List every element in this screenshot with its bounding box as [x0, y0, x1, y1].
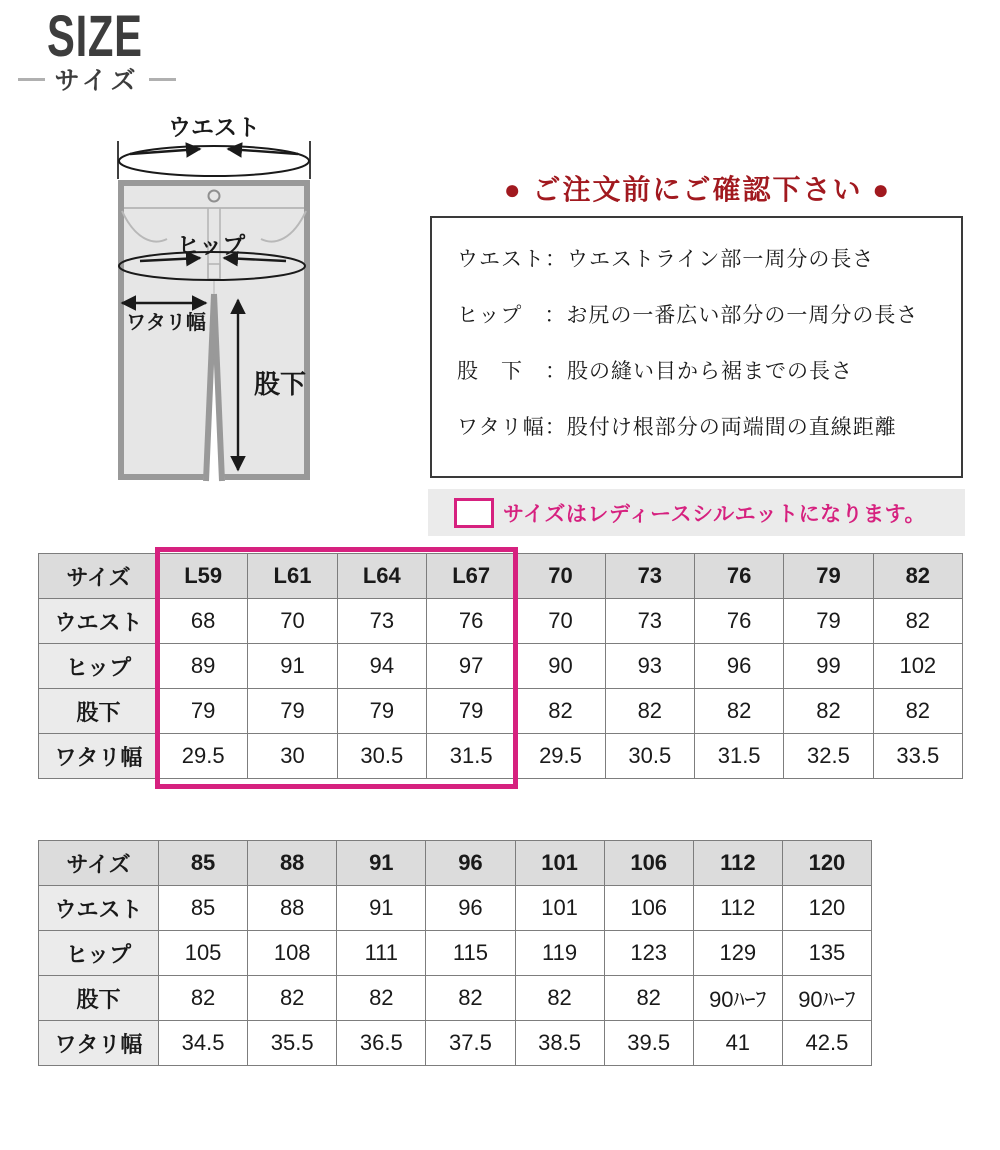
size-value-cell: 97 [426, 644, 515, 689]
table-corner-header: サイズ [39, 841, 159, 886]
column-header: L59 [159, 554, 248, 599]
size-value-cell: 108 [248, 931, 337, 976]
ladies-size-note-text: サイズはレディースシルエットになります。 [503, 502, 926, 526]
page-subtitle: サイズ [54, 67, 140, 95]
table-row [39, 886, 872, 931]
size-value-cell: 33.5 [873, 734, 962, 779]
size-value-cell: 70 [248, 599, 337, 644]
row-header: 股下 [39, 976, 159, 1021]
notice-heading: ● ご注文前にご確認下さい ● [503, 174, 892, 205]
size-value-cell: 96 [694, 644, 783, 689]
size-value-cell: 82 [337, 976, 426, 1021]
size-value-cell: 38.5 [515, 1021, 604, 1066]
column-header: 85 [159, 841, 248, 886]
column-header: 96 [426, 841, 515, 886]
row-header: ヒップ [39, 644, 159, 689]
row-header: ワタリ幅 [39, 1021, 159, 1066]
size-value-cell: 32.5 [784, 734, 873, 779]
pants-diagram [108, 112, 323, 487]
size-value-cell: 90ﾊｰﾌ [693, 976, 782, 1021]
size-value-cell: 73 [605, 599, 694, 644]
size-value-cell: 119 [515, 931, 604, 976]
size-value-cell: 82 [873, 689, 962, 734]
size-value-cell: 82 [784, 689, 873, 734]
size-value-cell: 79 [426, 689, 515, 734]
size-value-cell: 76 [694, 599, 783, 644]
column-header: 91 [337, 841, 426, 886]
size-value-cell: 35.5 [248, 1021, 337, 1066]
size-value-cell: 89 [159, 644, 248, 689]
column-header: 101 [515, 841, 604, 886]
size-value-cell: 88 [248, 886, 337, 931]
size-value-cell: 102 [873, 644, 962, 689]
size-value-cell: 82 [515, 976, 604, 1021]
size-table-1 [38, 553, 963, 779]
column-header: L64 [337, 554, 426, 599]
definition-line: 股 下 ：股の縫い目から裾までの長さ [457, 360, 853, 383]
size-value-cell: 94 [337, 644, 426, 689]
table-header-row [39, 841, 872, 886]
size-value-cell: 79 [159, 689, 248, 734]
table-header-row [39, 554, 963, 599]
column-header: 120 [782, 841, 871, 886]
title-dash-left [18, 78, 45, 81]
size-value-cell: 31.5 [694, 734, 783, 779]
waist-label: ウエスト [168, 114, 260, 140]
ladies-size-swatch [454, 498, 494, 528]
size-value-cell: 30 [248, 734, 337, 779]
size-value-cell: 115 [426, 931, 515, 976]
row-header: 股下 [39, 689, 159, 734]
row-header: ウエスト [39, 599, 159, 644]
column-header: 70 [516, 554, 605, 599]
column-header: L67 [426, 554, 515, 599]
size-value-cell: 82 [873, 599, 962, 644]
size-value-cell: 101 [515, 886, 604, 931]
row-header: ワタリ幅 [39, 734, 159, 779]
size-value-cell: 41 [693, 1021, 782, 1066]
definition-line: ウエスト：ウエストライン部一周分の長さ [457, 248, 875, 271]
table-row [39, 734, 963, 779]
size-value-cell: 42.5 [782, 1021, 871, 1066]
size-value-cell: 93 [605, 644, 694, 689]
size-value-cell: 96 [426, 886, 515, 931]
column-header: 106 [604, 841, 693, 886]
row-header: ヒップ [39, 931, 159, 976]
definition-list [457, 249, 951, 439]
size-value-cell: 82 [426, 976, 515, 1021]
size-value-cell: 120 [782, 886, 871, 931]
page-subtitle-row [12, 61, 182, 97]
column-header: 88 [248, 841, 337, 886]
size-value-cell: 29.5 [159, 734, 248, 779]
size-value-cell: 105 [159, 931, 248, 976]
size-value-cell: 112 [693, 886, 782, 931]
measurement-definition-box [430, 216, 963, 478]
size-value-cell: 31.5 [426, 734, 515, 779]
size-value-cell: 123 [604, 931, 693, 976]
size-value-cell: 73 [337, 599, 426, 644]
size-value-cell: 106 [604, 886, 693, 931]
size-value-cell: 90ﾊｰﾌ [782, 976, 871, 1021]
size-value-cell: 91 [248, 644, 337, 689]
inseam-label: 股下 [254, 369, 307, 399]
row-header: ウエスト [39, 886, 159, 931]
table-row [39, 1021, 872, 1066]
column-header: 73 [605, 554, 694, 599]
size-value-cell: 82 [248, 976, 337, 1021]
hip-label: ヒップ [176, 232, 246, 258]
size-value-cell: 30.5 [605, 734, 694, 779]
size-value-cell: 37.5 [426, 1021, 515, 1066]
thigh-width-label: ワタリ幅 [126, 312, 206, 334]
size-value-cell: 29.5 [516, 734, 605, 779]
size-value-cell: 82 [516, 689, 605, 734]
size-value-cell: 68 [159, 599, 248, 644]
size-value-cell: 82 [694, 689, 783, 734]
size-value-cell: 39.5 [604, 1021, 693, 1066]
size-value-cell: 70 [516, 599, 605, 644]
definition-line: ヒップ ：お尻の一番広い部分の一周分の長さ [457, 304, 919, 327]
definition-line: ワタリ幅：股付け根部分の両端間の直線距離 [457, 416, 897, 439]
size-value-cell: 82 [605, 689, 694, 734]
table-row [39, 599, 963, 644]
column-header: 79 [784, 554, 873, 599]
waist-ellipse [119, 146, 309, 176]
size-value-cell: 135 [782, 931, 871, 976]
page-title: SIZE [47, 4, 143, 69]
table-corner-header: サイズ [39, 554, 159, 599]
size-value-cell: 91 [337, 886, 426, 931]
column-header: 82 [873, 554, 962, 599]
column-header: 112 [693, 841, 782, 886]
size-value-cell: 79 [248, 689, 337, 734]
size-value-cell: 34.5 [159, 1021, 248, 1066]
title-dash-right [149, 78, 176, 81]
size-table-2 [38, 840, 872, 1066]
size-value-cell: 79 [784, 599, 873, 644]
table-row [39, 976, 872, 1021]
size-value-cell: 129 [693, 931, 782, 976]
table-row [39, 931, 872, 976]
pants-measurement-illustration [108, 112, 323, 487]
size-value-cell: 82 [159, 976, 248, 1021]
column-header: 76 [694, 554, 783, 599]
size-value-cell: 90 [516, 644, 605, 689]
size-value-cell: 99 [784, 644, 873, 689]
table-row [39, 689, 963, 734]
size-value-cell: 76 [426, 599, 515, 644]
table-row [39, 644, 963, 689]
size-value-cell: 82 [604, 976, 693, 1021]
column-header: L61 [248, 554, 337, 599]
size-value-cell: 30.5 [337, 734, 426, 779]
ladies-size-note [428, 489, 965, 536]
size-value-cell: 111 [337, 931, 426, 976]
size-value-cell: 85 [159, 886, 248, 931]
size-value-cell: 36.5 [337, 1021, 426, 1066]
size-value-cell: 79 [337, 689, 426, 734]
